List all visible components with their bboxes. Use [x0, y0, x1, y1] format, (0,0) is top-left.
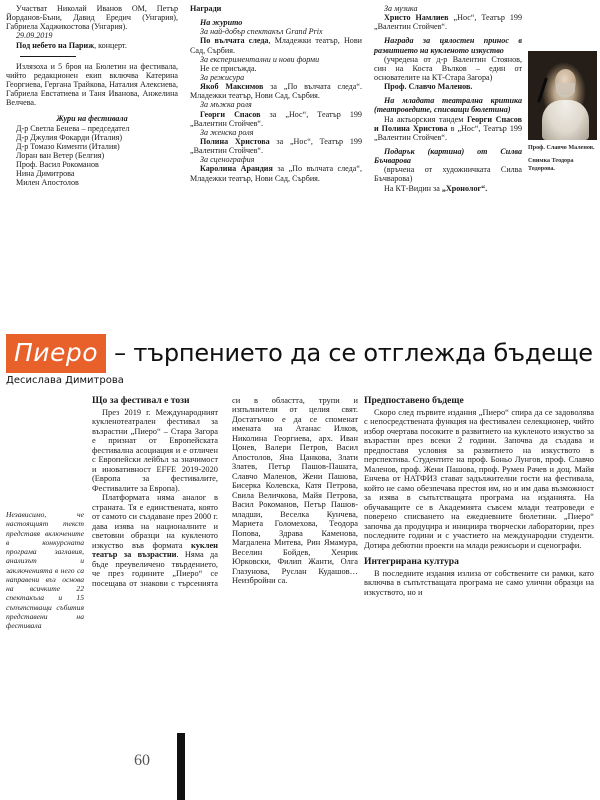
beard-shape — [556, 83, 575, 97]
gift-title: „Хронолог“. — [441, 183, 488, 193]
portrait-photo — [528, 51, 597, 140]
award-winner-male-role — [190, 110, 362, 128]
photo-caption-name: Проф. Славчо Маленов. — [528, 145, 595, 151]
award-category-critics: На младата театрална критика (театроведите, списващи бюлетина) — [374, 96, 522, 115]
jury-member: Д-р Джулия Фокарди (Италия) — [16, 132, 123, 142]
jury-member: Д-р Светла Бенева – председател — [16, 123, 130, 133]
jury-awards-heading: На журито — [200, 18, 243, 28]
award-lifetime-note: (учредена от д-р Валентин Стоянов, син на Коста Вълков – един от основателите на КТ-Стара Загора) — [374, 54, 522, 82]
award-winner-critics — [374, 115, 522, 142]
event-date: 29.09.2019 — [16, 31, 53, 41]
award-category-directing: За режисура — [200, 72, 245, 82]
award-category-gift: Подарък (картина) от Силва Бъчварова — [374, 146, 522, 166]
article-paragraph: Скоро след първите издания „Пиеро“ спира да се задоволява с непосредствената функция на фестивален селекционер, чийто избор очертава посоките в развитието на кукленото изкуство за възрастни през всеки 2 години. Започва да създава и предпоставя условия за развитието на изкуството в перспектива. Студентите на проф. Боньо Лунгов, проф. Славчо Маленов, проф. Жени Пашова, проф. Румен Рачев и доц. Майя Енчева от НАТФИЗ стават задължителни гости на фестивала, който не само обезпечава престоя им, но и им дава възможност за изява в съпътстващата програма на изданията. На обучаващите се в Академията съвсем млади театроведи е поверено списването на ежедневните бюлетини. „Пиеро“ започва да продуцира и инициира творчески лаборатории, през последните години и с участието на международни студенти. Дотира дебютни проекти на млади режисьори и сценографи. — [364, 407, 594, 550]
award-category-lifetime: Награда за цялостен принос в развитието на кукленото изкуство — [374, 36, 522, 55]
award-company: , Младежки театър, Нови Сад, Сърбия. — [190, 36, 362, 55]
award-winner-detail: за „По вълчата следа“. Младежки театър, Нови Сад, Сърбия. — [190, 82, 362, 101]
headline-accent-chip: Пиеро — [6, 334, 106, 373]
award-winner-scenography — [190, 164, 362, 182]
article-body — [0, 396, 600, 736]
award-category-music: За музика — [384, 4, 418, 13]
page-number: 60 — [134, 752, 150, 769]
gift-prefix: На КТ-Видин за — [384, 183, 442, 193]
article-paragraph: През 2019 г. Международният кукленотеатрален фестивал за възрастни „Пиеро“ – Стара Загора е признат от Европейската фестивална асоциация и е отличен с Европейски лейбъл за значимост и иновативност EFFE 2019-2020 (Европа за фестивалите, Фестивалите за Европа). — [92, 407, 218, 493]
award-category-scenography: За сценография — [200, 155, 255, 165]
article-byline: Десислава Димитрова — [6, 375, 124, 386]
event-description: , концерт. — [94, 40, 127, 50]
microphone-shape — [537, 77, 548, 103]
award-category-best-show: За най-добър спектакъл Grand Prix — [200, 27, 323, 37]
section-heading-what-festival: Що за фестивал е този — [92, 395, 190, 406]
award-winner-best-show — [190, 36, 362, 54]
shirt-shape — [542, 100, 589, 140]
event-entry — [6, 41, 178, 50]
jury-member: Милен Апостолов — [16, 178, 79, 188]
award-winner-female-role — [190, 137, 362, 155]
jury-member: Нина Димитрова — [16, 169, 75, 179]
award-winner-name: Якоб Максимов — [200, 82, 264, 92]
award-winner-name: Георги Спасов — [200, 109, 261, 119]
award-winner-name: Каролина Арандия — [200, 164, 273, 174]
photo-caption-credit: Снимка Теодора Тодорова. — [528, 157, 574, 172]
critics-names: Георги Спасов и Полина Христова — [374, 114, 522, 133]
article-sidenote: Независимо, че настоящият текст представя включените в конкурсната програма заглавия, анализът и заключенията в него са направени въз основа на всичките 22 спектакъла и 15 съпътстващи събития представени на фестивала — [6, 510, 84, 630]
award-winner-detail: „Нос“, Театър 199 „Валентин Стойчев“. — [374, 13, 522, 32]
award-winner-name: Христо Намлиев — [384, 13, 449, 23]
section-divider-rule — [20, 56, 76, 57]
event-title: Под небето на Париж — [16, 40, 95, 50]
emphasized-term: куклен театър за възрастни — [92, 540, 218, 560]
jury-member: Лоран ван Ветер (Белгия) — [16, 150, 105, 160]
award-lifetime-winner: Проф. Славчо Маленов. — [384, 82, 473, 92]
award-winner-detail: за „Нос“, Театър 199 „Валентин Стойчев“. — [190, 136, 362, 156]
award-winner-directing — [190, 82, 362, 100]
bulletin-paragraph: Излязоха и 5 броя на Бюлетин на фестивала, чийто редакционен екип включва Катерина Георгиева, Гергана Трайкова, Наталия Алексиева, Габриела Евстатиева и Таня Иванова, Анжелина Велчева. — [6, 61, 178, 108]
paragraph-continuation: . Няма да бъде преувеличено твърдението, че през годините „Пиеро“ се посещава от знакови с търсенията си в областта, трупи и изпълнители от целия свят. Достатъчно е да се споменат имената на Атанас Илков, Николина Георгиева, арх. Иван Цонев, Валери Петров, Васил Апостолов, Яна Цанкова, Злати Златев, Петър Пашов-Пашата, Славчо Маленов, Жени Пашова, Бисерка Колевска, Катя Петрова, Свила Величкова, Майя Петрова, Васил Рокоманов, Петър Пашов-младши, Веселка Кунчева, Мариета Голомехова, Теодора Попова, Здрава Каменова, Магдалена Митева, Рин Ямамура, Веселин Бойдев, Хенрик Юрковски, Филип Жанти, Олга Глазунова, Руслан Кудашов… Неизбройни са. — [92, 396, 358, 588]
award-gift-note: (връчена от художничката Силва Бъчварова) — [374, 165, 522, 184]
article-paragraph: В последните издания излиза от собствените си рамки, като включва в съпътстващата програма не само улични образци на изкуството, но и — [364, 568, 594, 597]
award-winner-name: Полина Христова — [200, 136, 270, 146]
paragraph-lead: Платформата няма аналог в страната. Тя е единствената, която от самото си създаване през 2000 г. дава изява на националните и световни образци на кукленото изкуство във формата — [92, 493, 218, 550]
photo-block — [528, 51, 597, 174]
award-category-female-role: За женска роля — [200, 127, 254, 137]
award-value-experimental: Не се присъжда. — [200, 63, 257, 73]
article-headline — [6, 332, 594, 374]
article-right-column — [364, 396, 594, 597]
award-category-male-role: За мъжка роля — [200, 100, 252, 110]
award-category-experimental: За експериментални и нови форми — [200, 54, 320, 64]
headline-text: – търпението да се отглежда бъдеще — [114, 339, 593, 367]
award-winner-detail: за „Нос“, Театър 199 „Валентин Стойчев“. — [190, 109, 362, 128]
footer-rule — [177, 733, 185, 800]
awards-heading: Награди — [190, 4, 222, 13]
article-main-columns — [92, 396, 358, 726]
news-column-middle — [190, 4, 362, 183]
critics-prefix: На актьорския тандем — [384, 114, 467, 124]
section-heading-integrated-culture: Интегрирана култура — [364, 556, 459, 568]
news-column-left — [6, 4, 178, 188]
jury-member: Проф. Васил Рокоманов — [16, 160, 99, 170]
news-column-right — [374, 4, 522, 193]
jury-member: Д-р Томазо Кименти (Италия) — [16, 141, 120, 151]
critics-suffix: в „Нос“, Театър 199 „Валентин Стойчев“. — [374, 123, 522, 142]
award-winner-detail: за „По вълчата следа“, Младежки театър, Нови Сад, Сърбия. — [190, 164, 362, 183]
section-heading-future: Предпоставено бъдеще — [364, 395, 464, 406]
festival-news-section — [0, 0, 600, 322]
award-winner-music — [374, 13, 522, 31]
award-gift-winner — [374, 184, 522, 193]
participants-paragraph: Участват Николай Иванов ОМ, Петър Йорданов-Бъни, Давид Ередич (Унгария), Габриела Хаджикостова (Унгария). — [6, 4, 178, 32]
award-title: По вълчата следа — [200, 36, 269, 46]
jury-heading: Жури на фестивала — [56, 114, 128, 124]
